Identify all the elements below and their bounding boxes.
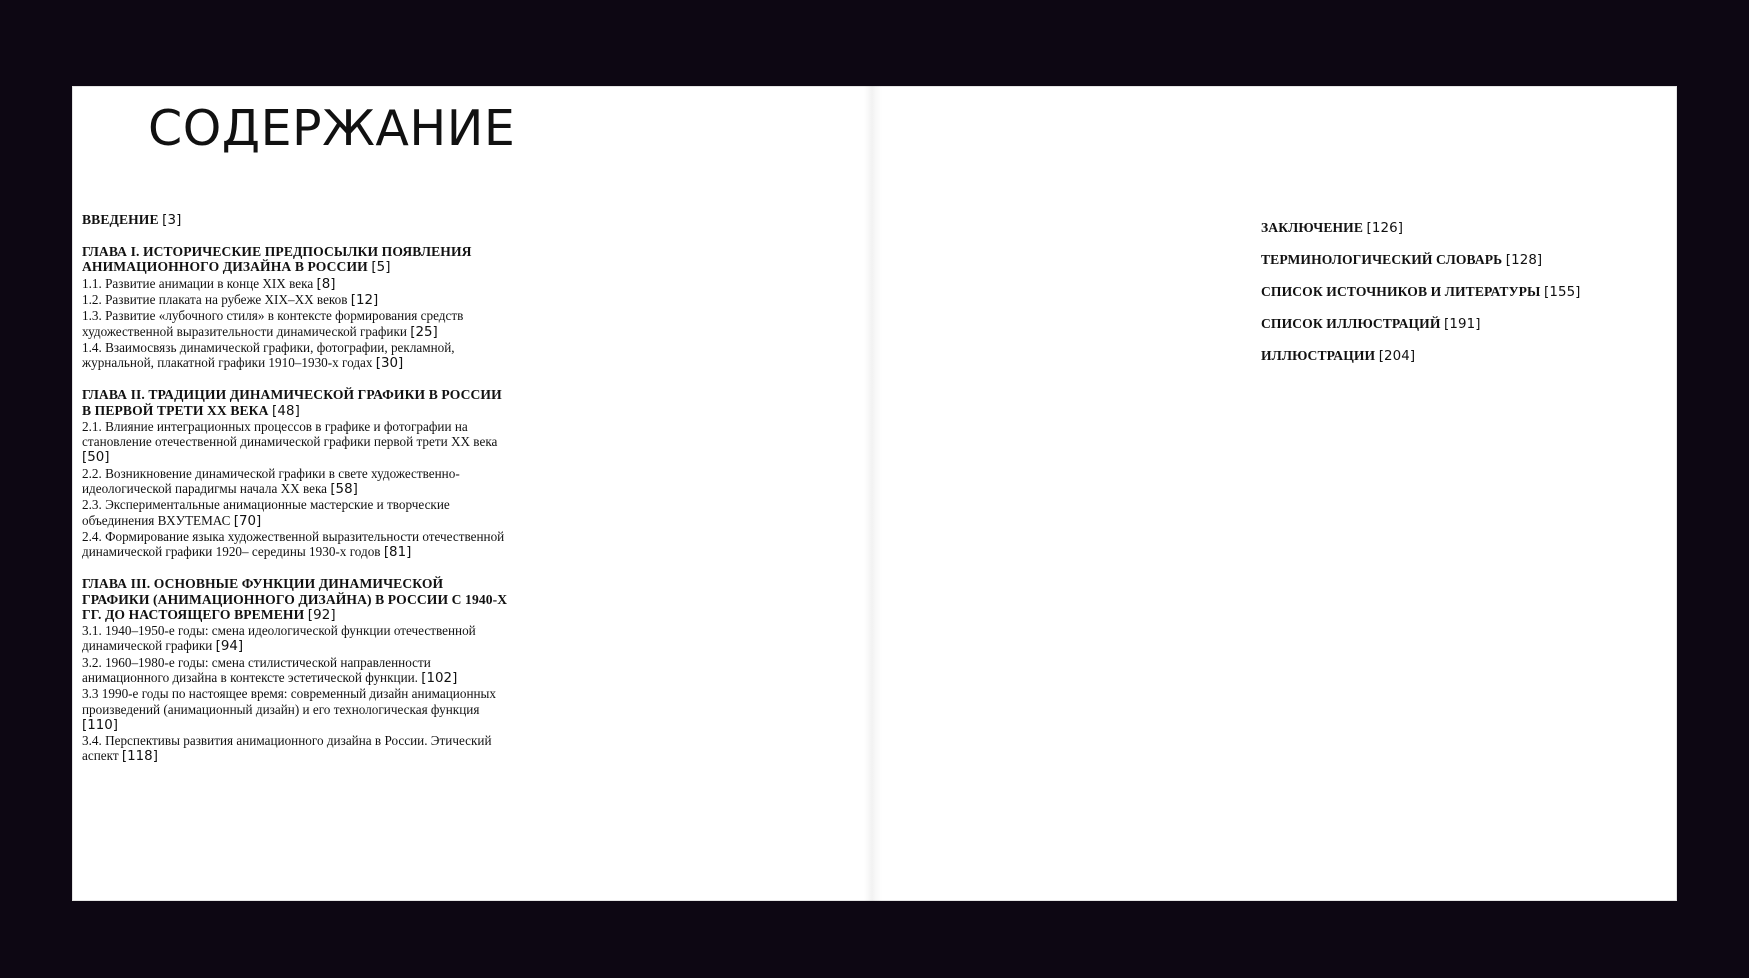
- toc-chapter: [82, 244, 512, 275]
- toc-subsection: [82, 497, 512, 529]
- toc-page-number: [102]: [421, 670, 458, 686]
- toc-entry-title: ЗАКЛЮЧЕНИЕ: [1261, 220, 1364, 235]
- toc-group-intro: [82, 212, 512, 228]
- toc-page-number: [58]: [330, 481, 358, 497]
- toc-subsection: [82, 419, 512, 466]
- right-page: [872, 86, 1677, 901]
- toc-page-number: [8]: [316, 276, 336, 292]
- toc-chapter-title: ВВЕДЕНИЕ: [82, 212, 159, 227]
- table-of-contents-left: [82, 212, 512, 781]
- toc-entry-title: ИЛЛЮСТРАЦИИ: [1261, 348, 1376, 363]
- toc-subsection: [82, 686, 512, 733]
- toc-page-number: [25]: [410, 324, 438, 340]
- toc-group-chapter-3: [82, 576, 512, 764]
- toc-subsection-title: 1.1. Развитие анимации в конце XIX века: [82, 275, 314, 291]
- toc-entry-glossary: [1261, 244, 1581, 276]
- toc-subsection-title: 1.3. Развитие «лубочного стиля» в контексте формирования средств художественной выразительности динамической графики: [82, 308, 464, 339]
- toc-subsection: [82, 292, 512, 308]
- toc-subsection-title: 2.3. Экспериментальные анимационные мастерские и творческие объединения ВХУТЕМАС: [82, 497, 450, 528]
- toc-page-number: [191]: [1444, 317, 1481, 332]
- page-title: СОДЕРЖАНИЕ: [148, 100, 516, 157]
- toc-page-number: [204]: [1378, 349, 1416, 364]
- toc-entry-title: СПИСОК ИСТОЧНИКОВ И ЛИТЕРАТУРЫ: [1261, 284, 1541, 299]
- toc-page-number: [48]: [272, 403, 300, 419]
- toc-entry-sources: [1261, 276, 1581, 308]
- book-spread: [72, 86, 1677, 901]
- toc-page-number: [128]: [1505, 253, 1543, 268]
- left-page: [72, 86, 872, 901]
- toc-chapter: [82, 387, 512, 418]
- toc-chapter: [82, 212, 512, 228]
- toc-group-chapter-1: [82, 244, 512, 371]
- toc-subsection: [82, 276, 512, 292]
- toc-page-number: [118]: [121, 749, 158, 765]
- toc-subsection-title: 3.3 1990-е годы по настоящее время: современный дизайн анимационных произведений (анимационный дизайн) и его технологическая функция: [82, 686, 497, 717]
- table-of-contents-right: [1261, 212, 1581, 372]
- toc-page-number: [12]: [350, 292, 379, 308]
- toc-page-number: [50]: [82, 450, 110, 466]
- toc-page-number: [70]: [233, 513, 262, 529]
- toc-subsection: [82, 529, 512, 561]
- toc-subsection-title: 2.2. Возникновение динамической графики в свете художественно-идеологической парадигмы начала XX века: [82, 465, 460, 496]
- toc-page-number: [92]: [307, 607, 336, 623]
- toc-subsection-title: 2.1. Влияние интеграционных процессов в графике и фотографии на становление отечественной динамической графики первой трети XX века: [82, 418, 498, 450]
- toc-subsection-title: 3.2. 1960–1980-е годы: смена стилистической направленности анимационного дизайна в контексте эстетической функции.: [82, 654, 431, 685]
- toc-entry-conclusion: [1261, 212, 1581, 244]
- toc-chapter-title: ГЛАВА I. ИСТОРИЧЕСКИЕ ПРЕДПОСЫЛКИ ПОЯВЛЕНИЯ АНИМАЦИОННОГО ДИЗАЙНА В РОССИИ: [82, 244, 472, 275]
- toc-chapter-title: ГЛАВА II. ТРАДИЦИИ ДИНАМИЧЕСКОЙ ГРАФИКИ В РОССИИ В ПЕРВОЙ ТРЕТИ XX ВЕКА: [82, 387, 502, 418]
- toc-subsection: [82, 623, 512, 655]
- toc-page-number: [155]: [1544, 285, 1581, 300]
- toc-subsection-title: 3.1. 1940–1950-е годы: смена идеологической функции отечественной динамической графики: [82, 623, 476, 654]
- toc-subsection: [82, 655, 512, 687]
- toc-subsection: [82, 466, 512, 498]
- toc-page-number: [81]: [383, 545, 412, 561]
- toc-group-chapter-2: [82, 387, 512, 560]
- toc-page-number: [30]: [375, 356, 404, 372]
- toc-page-number: [94]: [215, 639, 244, 655]
- toc-subsection: [82, 308, 512, 340]
- toc-page-number: [126]: [1366, 221, 1404, 236]
- toc-entry-list-of-illustrations: [1261, 308, 1581, 340]
- toc-subsection-title: 2.4. Формирование языка художественной выразительности отечественной динамической графики 1920– середины 1930-х годов: [82, 528, 505, 560]
- toc-subsection-title: 3.4. Перспективы развития анимационного дизайна в России. Этический аспект: [82, 733, 492, 764]
- toc-chapter-title: ГЛАВА III. ОСНОВНЫЕ ФУНКЦИИ ДИНАМИЧЕСКОЙ ГРАФИКИ (АНИМАЦИОННОГО ДИЗАЙНА) В РОССИИ С 1940-Х ГГ. ДО НАСТОЯЩЕГО ВРЕМЕНИ: [82, 576, 508, 622]
- toc-entry-illustrations: [1261, 340, 1581, 372]
- toc-page-number: [110]: [82, 717, 119, 733]
- toc-subsection-title: 1.4. Взаимосвязь динамической графики, фотографии, рекламной, журнальной, плакатной графики 1910–1930-х годах: [82, 339, 455, 371]
- toc-subsection: [82, 340, 512, 372]
- toc-page-number: [3]: [162, 213, 182, 228]
- toc-entry-title: ТЕРМИНОЛОГИЧЕСКИЙ СЛОВАРЬ: [1261, 252, 1503, 267]
- toc-subsection-title: 1.2. Развитие плаката на рубеже XIX–XX веков: [82, 291, 348, 307]
- toc-subsection: [82, 733, 512, 765]
- toc-chapter: [82, 576, 512, 623]
- toc-page-number: [5]: [371, 260, 391, 276]
- toc-entry-title: СПИСОК ИЛЛЮСТРАЦИЙ: [1261, 316, 1441, 331]
